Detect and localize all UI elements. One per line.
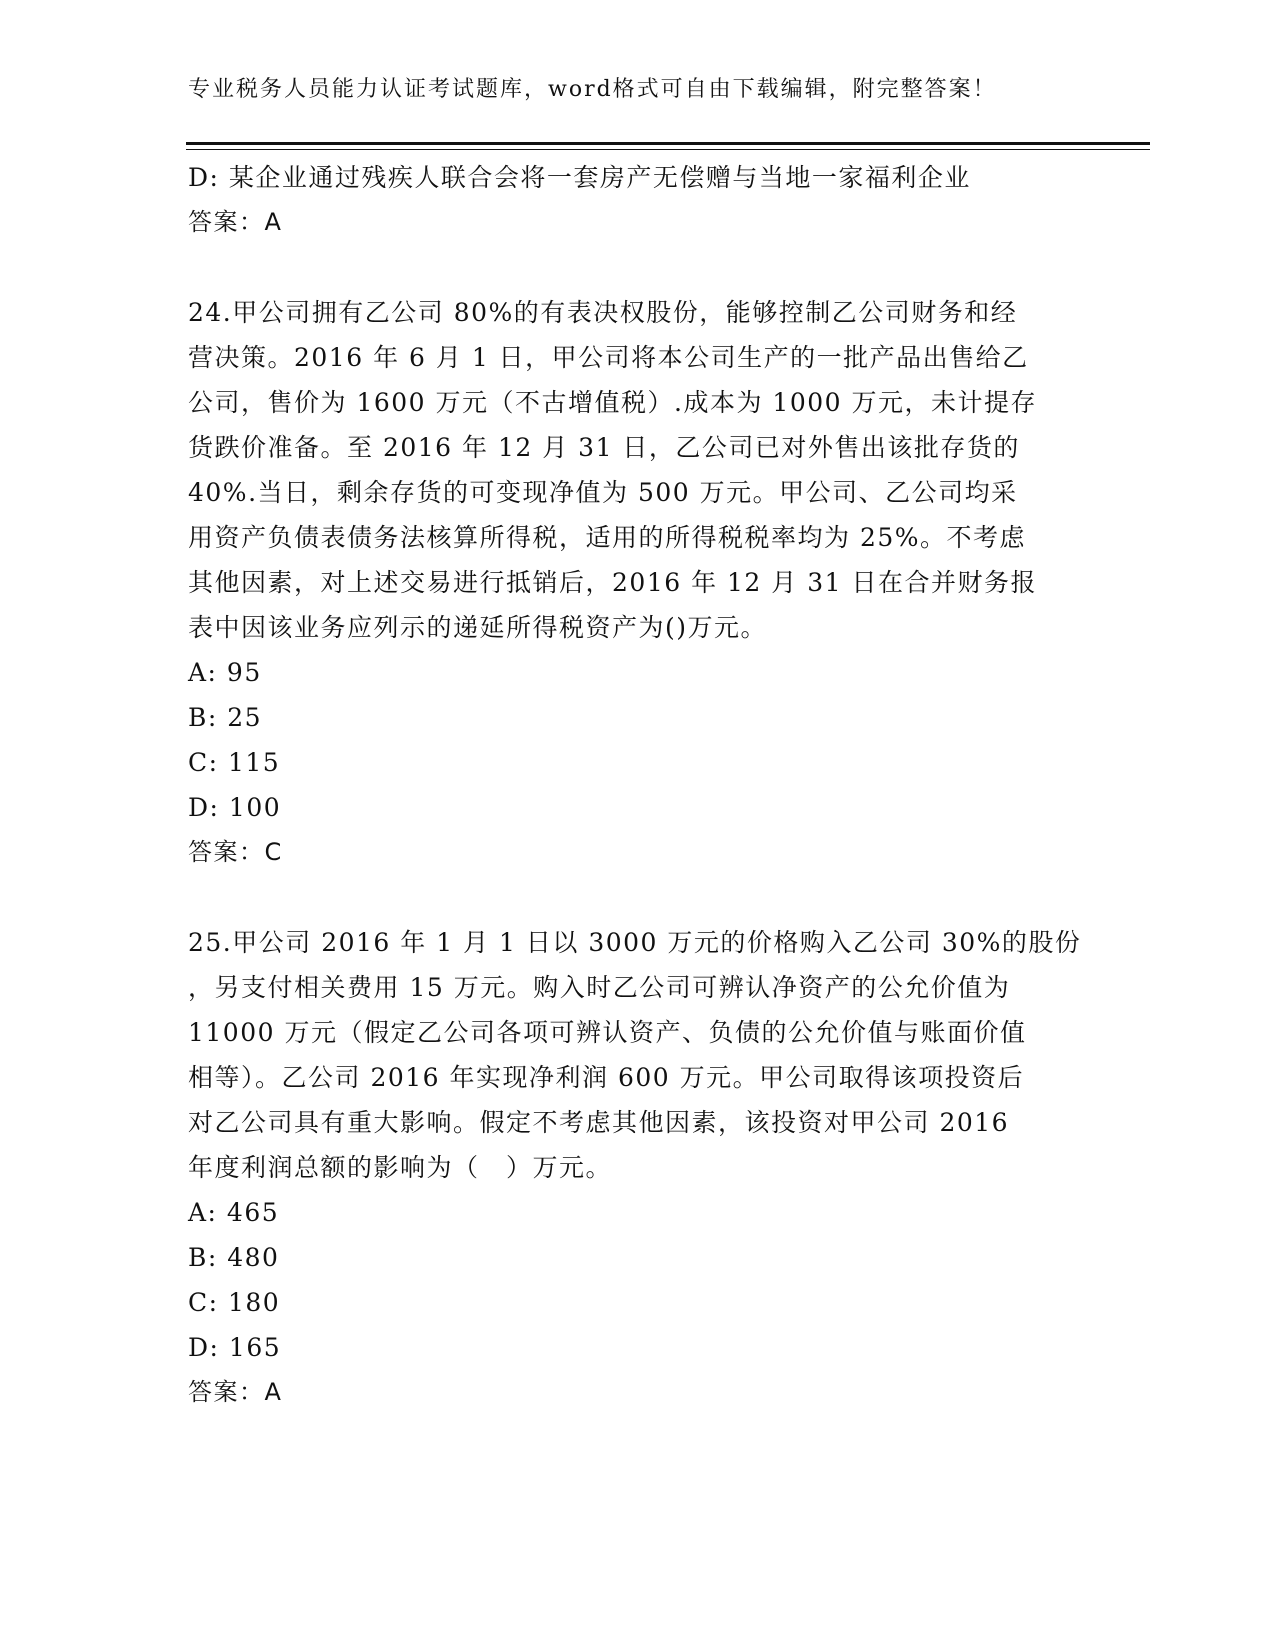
question-24-line: 40%.当日，剩余存货的可变现净值为 500 万元。甲公司、乙公司均采 (188, 478, 1018, 507)
option-c: C: 115 (188, 748, 281, 777)
question-24-line: 货跌价准备。至 2016 年 12 月 31 日，乙公司已对外售出该批存货的 (188, 433, 1020, 462)
header-rule-thick (186, 142, 1150, 145)
question-24-line: 表中因该业务应列示的递延所得税资产为()万元。 (188, 613, 768, 642)
question-25-line: ，另支付相关费用 15 万元。购入时乙公司可辨认净资产的公允价值为 (188, 973, 1011, 1002)
option-b: B: 480 (188, 1243, 280, 1272)
option-d: D: 100 (188, 793, 282, 822)
question-24-line: 24.甲公司拥有乙公司 80%的有表决权股份，能够控制乙公司财务和经 (188, 298, 1018, 327)
option-c: C: 180 (188, 1288, 281, 1317)
question-25-line: 相等）。乙公司 2016 年实现净利润 600 万元。甲公司取得该项投资后 (188, 1063, 1025, 1092)
question-24-line: 其他因素，对上述交易进行抵销后，2016 年 12 月 31 日在合并财务报 (188, 568, 1037, 597)
question-25-line: 25.甲公司 2016 年 1 月 1 日以 3000 万元的价格购入乙公司 30%的股份 (188, 928, 1082, 957)
question-24-line: 公司，售价为 1600 万元（不古增值税）.成本为 1000 万元，未计提存 (188, 388, 1037, 417)
option-a: A: 95 (188, 658, 262, 687)
question-24-line: 营决策。2016 年 6 月 1 日，甲公司将本公司生产的一批产品出售给乙 (188, 343, 1029, 372)
option-d: D: 165 (188, 1333, 282, 1362)
spacer (188, 245, 1088, 290)
page-header: 专业税务人员能力认证考试题库，word格式可自由下载编辑，附完整答案！ (188, 77, 997, 102)
question-25-line: 年度利润总额的影响为（ ）万元。 (188, 1153, 613, 1182)
prev-answer: 答案：A (188, 208, 283, 236)
question-24-line: 用资产负债表债务法核算所得税，适用的所得税税率均为 25%。不考虑 (188, 523, 1027, 552)
question-24 (188, 290, 1088, 875)
answer: 答案：C (188, 838, 283, 866)
option-a: A: 465 (188, 1198, 280, 1227)
spacer (188, 875, 1088, 920)
question-25-line: 对乙公司具有重大影响。假定不考虑其他因素，该投资对甲公司 2016 (188, 1108, 1010, 1137)
answer: 答案：A (188, 1378, 283, 1406)
document-body (188, 155, 1088, 1415)
question-25 (188, 920, 1088, 1415)
option-b: B: 25 (188, 703, 263, 732)
header-rule-thin (186, 149, 1150, 150)
question-25-line: 11000 万元（假定乙公司各项可辨认资产、负债的公允价值与账面价值 (188, 1018, 1027, 1047)
prev-option-d: D: 某企业通过残疾人联合会将一套房产无偿赠与当地一家福利企业 (188, 163, 971, 192)
